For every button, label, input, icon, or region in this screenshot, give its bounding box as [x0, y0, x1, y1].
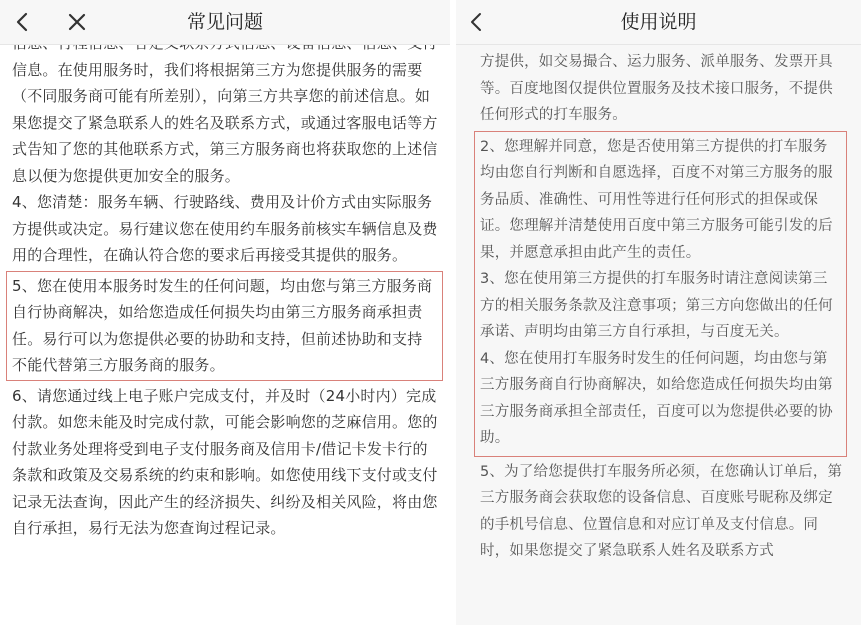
usage-navbar — [456, 0, 861, 45]
usage-paragraph-intro: 方提供，如交易撮合、运力服务、派单服务、发票开具等。百度地图仅提供位置服务及技术接口服务，不提供任何形式的打车服务。 — [480, 54, 833, 123]
page-title: 常见问题 — [186, 11, 263, 33]
usage-paragraph-2: 2、您理解并同意，您是否使用第三方提供的打车服务均由您自行判断和自愿选择，百度不对第三方服务的服务品质、准确性、可用性等进行任何形式的担保或保证。您理解并清楚使用百度中第三方服务可能引发的后果，并愿意承担由此产生的责任。 — [480, 138, 833, 261]
faq-paragraph-6: 6、请您通过线上电子账户完成支付，并及时（24小时内）完成付款。如您未能及时完成付款，可能会影响您的芝麻信用。您的付款业务处理将受到电子支付服务商及信用卡/借记卡发卡行的条款和政策及交易系统的约束和影响。如您使用线下支付或支付记录无法查询，因此产生的经济损失、纠纷及相关风险，将由您自行承担，易行无法为您查询过程记录。 — [12, 386, 438, 537]
usage-instructions-screen — [456, 0, 861, 625]
usage-highlight-box — [474, 131, 847, 457]
usage-paragraph-4: 4、您在使用打车服务时发生的任何问题，均由您与第三方服务商自行协商解决，如给您造成任何损失均由第三方服务商承担全部责任，百度可以为您提供必要的协助。 — [480, 350, 833, 446]
faq-paragraph-intro: 信息。在使用服务时，我们将根据第三方为您提供服务的需要（不同服务商可能有所差别），向第三方共享您的前述信息。如果您提交了紧急联系人的姓名及联系方式，或通过客服电话等方式告知了您的其他联系方式，第三方服务商也将获取您的上述信息以便为您提供更加安全的服务。 — [12, 60, 438, 185]
faq-highlight-box — [6, 271, 443, 381]
usage-content — [456, 0, 861, 625]
faq-paragraph-4: 4、您清楚：服务车辆、行驶路线、费用及计价方式由实际服务方提供或决定。易行建议您在使用约车服务前核实车辆信息及费用的合理性，在确认符合您的要求后再接受其提供的服务。 — [12, 193, 438, 264]
faq-paragraph-5: 5、您在使用本服务时发生的任何问题，均由您与第三方服务商自行协商解决，如给您造成任何损失均由第三方服务商承担责任。易行可以为您提供必要的协助和支持，但前述协助和支持不能代替第三方服务商的服务。 — [12, 276, 433, 374]
usage-paragraph-3: 3、您在使用第三方提供的打车服务时请注意阅读第三方的相关服务条款及注意事项；第三方向您做出的任何承诺、声明均由第三方自行承担，与百度无关。 — [480, 271, 833, 340]
page-title: 使用说明 — [620, 11, 697, 33]
faq-navbar — [0, 0, 450, 45]
usage-paragraph-5: 5、为了给您提供打车服务所必须，在您确认订单后，第三方服务商会获取您的设备信息、百度账号昵称及绑定的手机号信息、位置信息和对应订单及支付信息。同时，如果您提交了紧急联系人姓名及联系方式 — [480, 463, 843, 559]
